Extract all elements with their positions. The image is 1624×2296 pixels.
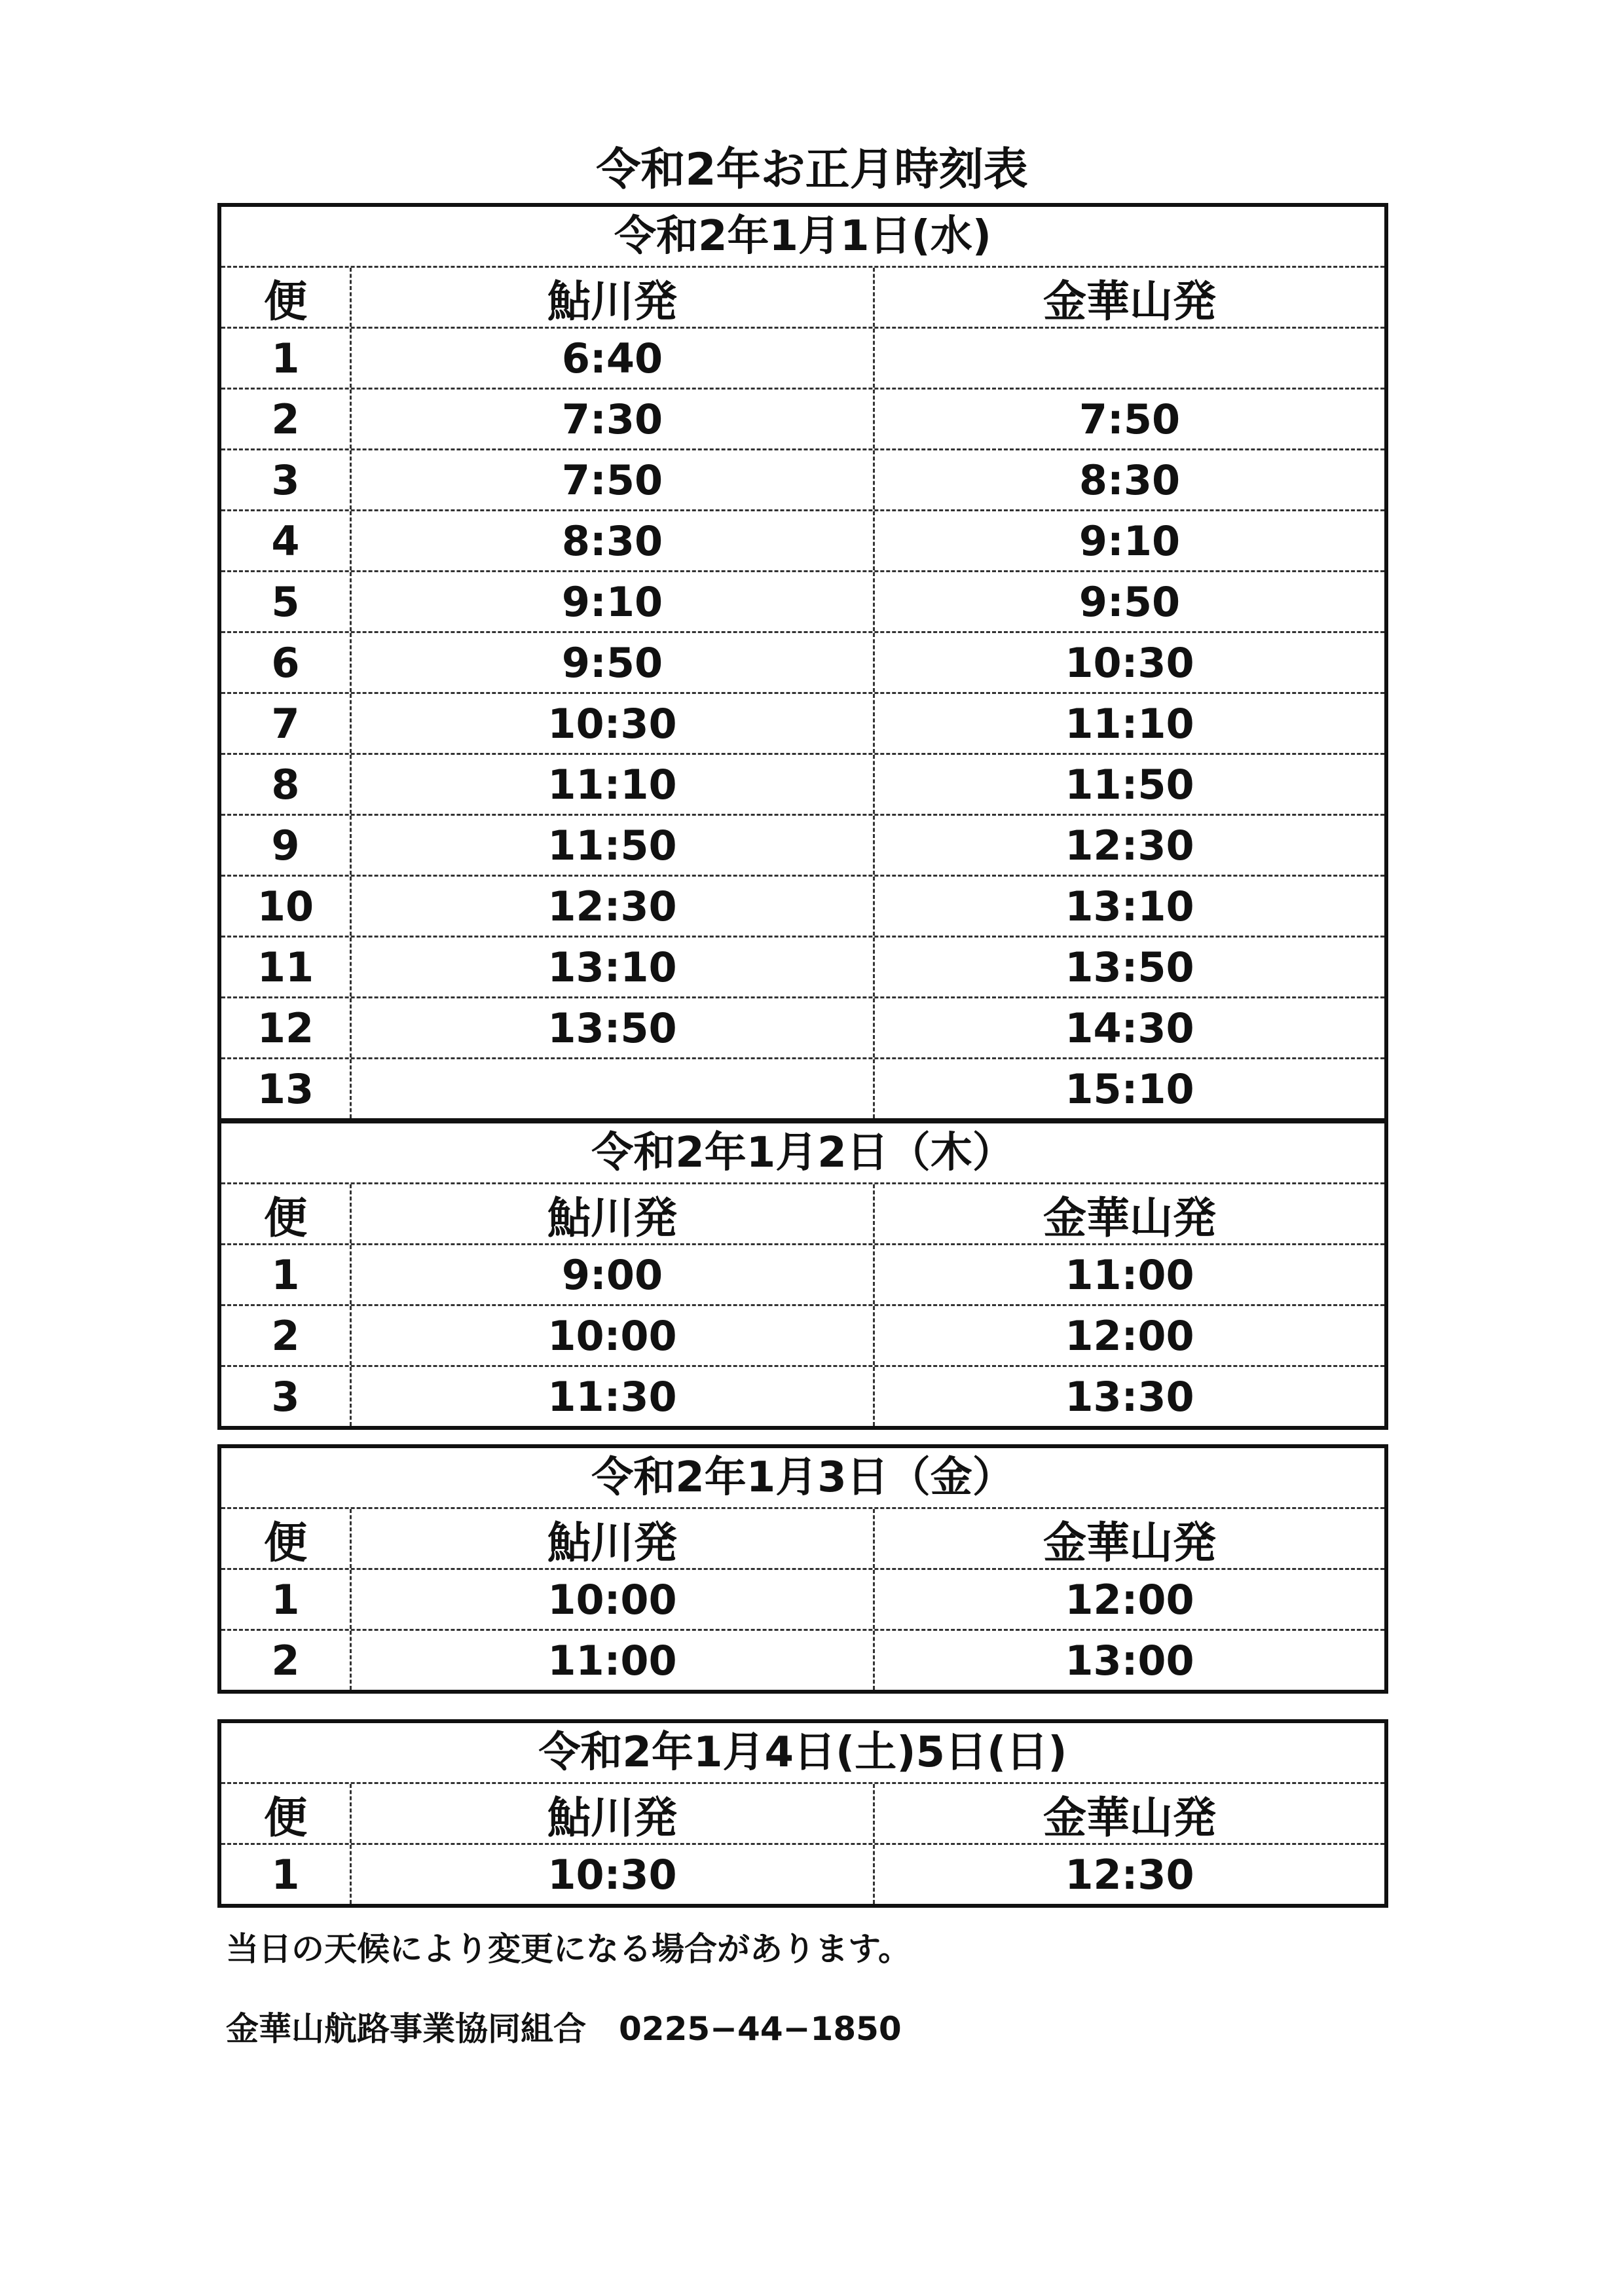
page-title: 令和2年お正月時刻表 — [596, 144, 1028, 196]
departure-kinkasan: 11:10 — [1065, 699, 1194, 748]
trip-number: 1 — [221, 1570, 352, 1629]
table-row — [221, 938, 1384, 998]
departure-kinkasan: 11:50 — [1065, 760, 1194, 809]
column-header-ayukawa: 鮎川発 — [352, 1784, 875, 1843]
column-header-kinkasan: 金華山発 — [1043, 1792, 1216, 1843]
column-header-row — [221, 1509, 1384, 1570]
table-row — [221, 1631, 1384, 1690]
trip-number: 8 — [221, 755, 352, 814]
departure-kinkasan: 9:10 — [1079, 517, 1181, 565]
trip-number: 3 — [221, 1367, 352, 1426]
departure-ayukawa: 11:30 — [352, 1367, 875, 1426]
departure-kinkasan: 14:30 — [1065, 1004, 1194, 1052]
table-row — [221, 633, 1384, 694]
table-date-header: 令和2年1月3日（金） — [221, 1448, 1384, 1509]
departure-ayukawa: 9:00 — [352, 1245, 875, 1304]
column-header-row — [221, 1784, 1384, 1845]
column-header-kinkasan: 金華山発 — [1043, 1192, 1216, 1243]
departure-ayukawa: 9:50 — [352, 633, 875, 692]
table-row — [221, 816, 1384, 877]
table-row — [221, 1845, 1384, 1904]
trip-number: 5 — [221, 572, 352, 631]
column-header-number: 便 — [221, 1184, 352, 1243]
column-header-kinkasan: 金華山発 — [1043, 1517, 1216, 1568]
departure-kinkasan: 8:30 — [1079, 456, 1181, 504]
table-row — [221, 877, 1384, 938]
departure-kinkasan: 12:30 — [1065, 821, 1194, 869]
column-header-kinkasan: 金華山発 — [1043, 276, 1216, 327]
departure-kinkasan: 13:30 — [1065, 1372, 1194, 1421]
trip-number: 1 — [221, 329, 352, 388]
table-row — [221, 998, 1384, 1059]
table-row — [221, 694, 1384, 755]
table-row — [221, 1306, 1384, 1367]
departure-kinkasan: 15:10 — [1065, 1065, 1194, 1113]
table-row — [221, 1245, 1384, 1306]
contact-line — [226, 2006, 902, 2052]
departure-ayukawa: 10:00 — [352, 1570, 875, 1629]
table-date-header: 令和2年1月2日（木） — [221, 1123, 1384, 1184]
column-header-row — [221, 1184, 1384, 1245]
departure-ayukawa: 12:30 — [352, 877, 875, 936]
column-header-ayukawa: 鮎川発 — [352, 1184, 875, 1243]
trip-number: 2 — [221, 1306, 352, 1365]
table-row — [221, 329, 1384, 390]
column-header-number: 便 — [221, 268, 352, 327]
departure-kinkasan — [875, 329, 1384, 388]
departure-kinkasan: 12:00 — [1065, 1575, 1194, 1624]
trip-number: 12 — [221, 998, 352, 1057]
table-row — [221, 755, 1384, 816]
departure-ayukawa: 13:50 — [352, 998, 875, 1057]
table-row — [221, 1059, 1384, 1118]
departure-kinkasan: 9:50 — [1079, 577, 1181, 626]
departure-kinkasan: 13:00 — [1065, 1636, 1194, 1685]
trip-number: 3 — [221, 450, 352, 509]
departure-ayukawa: 11:00 — [352, 1631, 875, 1690]
departure-kinkasan: 13:50 — [1065, 943, 1194, 991]
trip-number: 13 — [221, 1059, 352, 1118]
column-header-ayukawa: 鮎川発 — [352, 1509, 875, 1568]
weather-notice: 当日の天候により変更になる場合があります。 — [226, 1930, 911, 1968]
column-header-ayukawa: 鮎川発 — [352, 268, 875, 327]
trip-number: 9 — [221, 816, 352, 875]
departure-ayukawa: 7:50 — [352, 450, 875, 509]
departure-ayukawa: 10:30 — [352, 694, 875, 753]
trip-number: 4 — [221, 511, 352, 570]
trip-number: 11 — [221, 938, 352, 996]
timetable-jan-1 — [217, 203, 1388, 1122]
table-row — [221, 511, 1384, 572]
phone-number: 0225−44−1850 — [619, 2010, 902, 2048]
trip-number: 6 — [221, 633, 352, 692]
departure-kinkasan: 10:30 — [1065, 638, 1194, 687]
table-date-header: 令和2年1月1日(水) — [221, 207, 1384, 268]
trip-number: 2 — [221, 1631, 352, 1690]
table-row — [221, 390, 1384, 450]
departure-kinkasan: 7:50 — [1079, 395, 1181, 443]
trip-number: 10 — [221, 877, 352, 936]
departure-ayukawa: 10:30 — [352, 1845, 875, 1904]
departure-kinkasan: 13:10 — [1065, 882, 1194, 930]
trip-number: 7 — [221, 694, 352, 753]
departure-ayukawa: 11:50 — [352, 816, 875, 875]
column-header-number: 便 — [221, 1784, 352, 1843]
departure-ayukawa — [352, 1059, 875, 1118]
departure-ayukawa: 8:30 — [352, 511, 875, 570]
trip-number: 1 — [221, 1845, 352, 1904]
table-date-header: 令和2年1月4日(土)5日(日) — [221, 1723, 1384, 1784]
timetable-jan-4-5 — [217, 1719, 1388, 1908]
column-header-row — [221, 268, 1384, 329]
departure-ayukawa: 10:00 — [352, 1306, 875, 1365]
departure-ayukawa: 6:40 — [352, 329, 875, 388]
timetable-jan-2 — [217, 1120, 1388, 1430]
timetable-jan-3 — [217, 1444, 1388, 1694]
trip-number: 2 — [221, 390, 352, 448]
organization-name: 金華山航路事業協同組合 — [226, 2010, 586, 2048]
departure-ayukawa: 11:10 — [352, 755, 875, 814]
departure-kinkasan: 12:30 — [1065, 1850, 1194, 1899]
table-row — [221, 572, 1384, 633]
departure-ayukawa: 13:10 — [352, 938, 875, 996]
trip-number: 1 — [221, 1245, 352, 1304]
departure-ayukawa: 9:10 — [352, 572, 875, 631]
departure-kinkasan: 11:00 — [1065, 1250, 1194, 1299]
column-header-number: 便 — [221, 1509, 352, 1568]
table-row — [221, 450, 1384, 511]
table-row — [221, 1570, 1384, 1631]
table-row — [221, 1367, 1384, 1426]
departure-ayukawa: 7:30 — [352, 390, 875, 448]
departure-kinkasan: 12:00 — [1065, 1311, 1194, 1360]
